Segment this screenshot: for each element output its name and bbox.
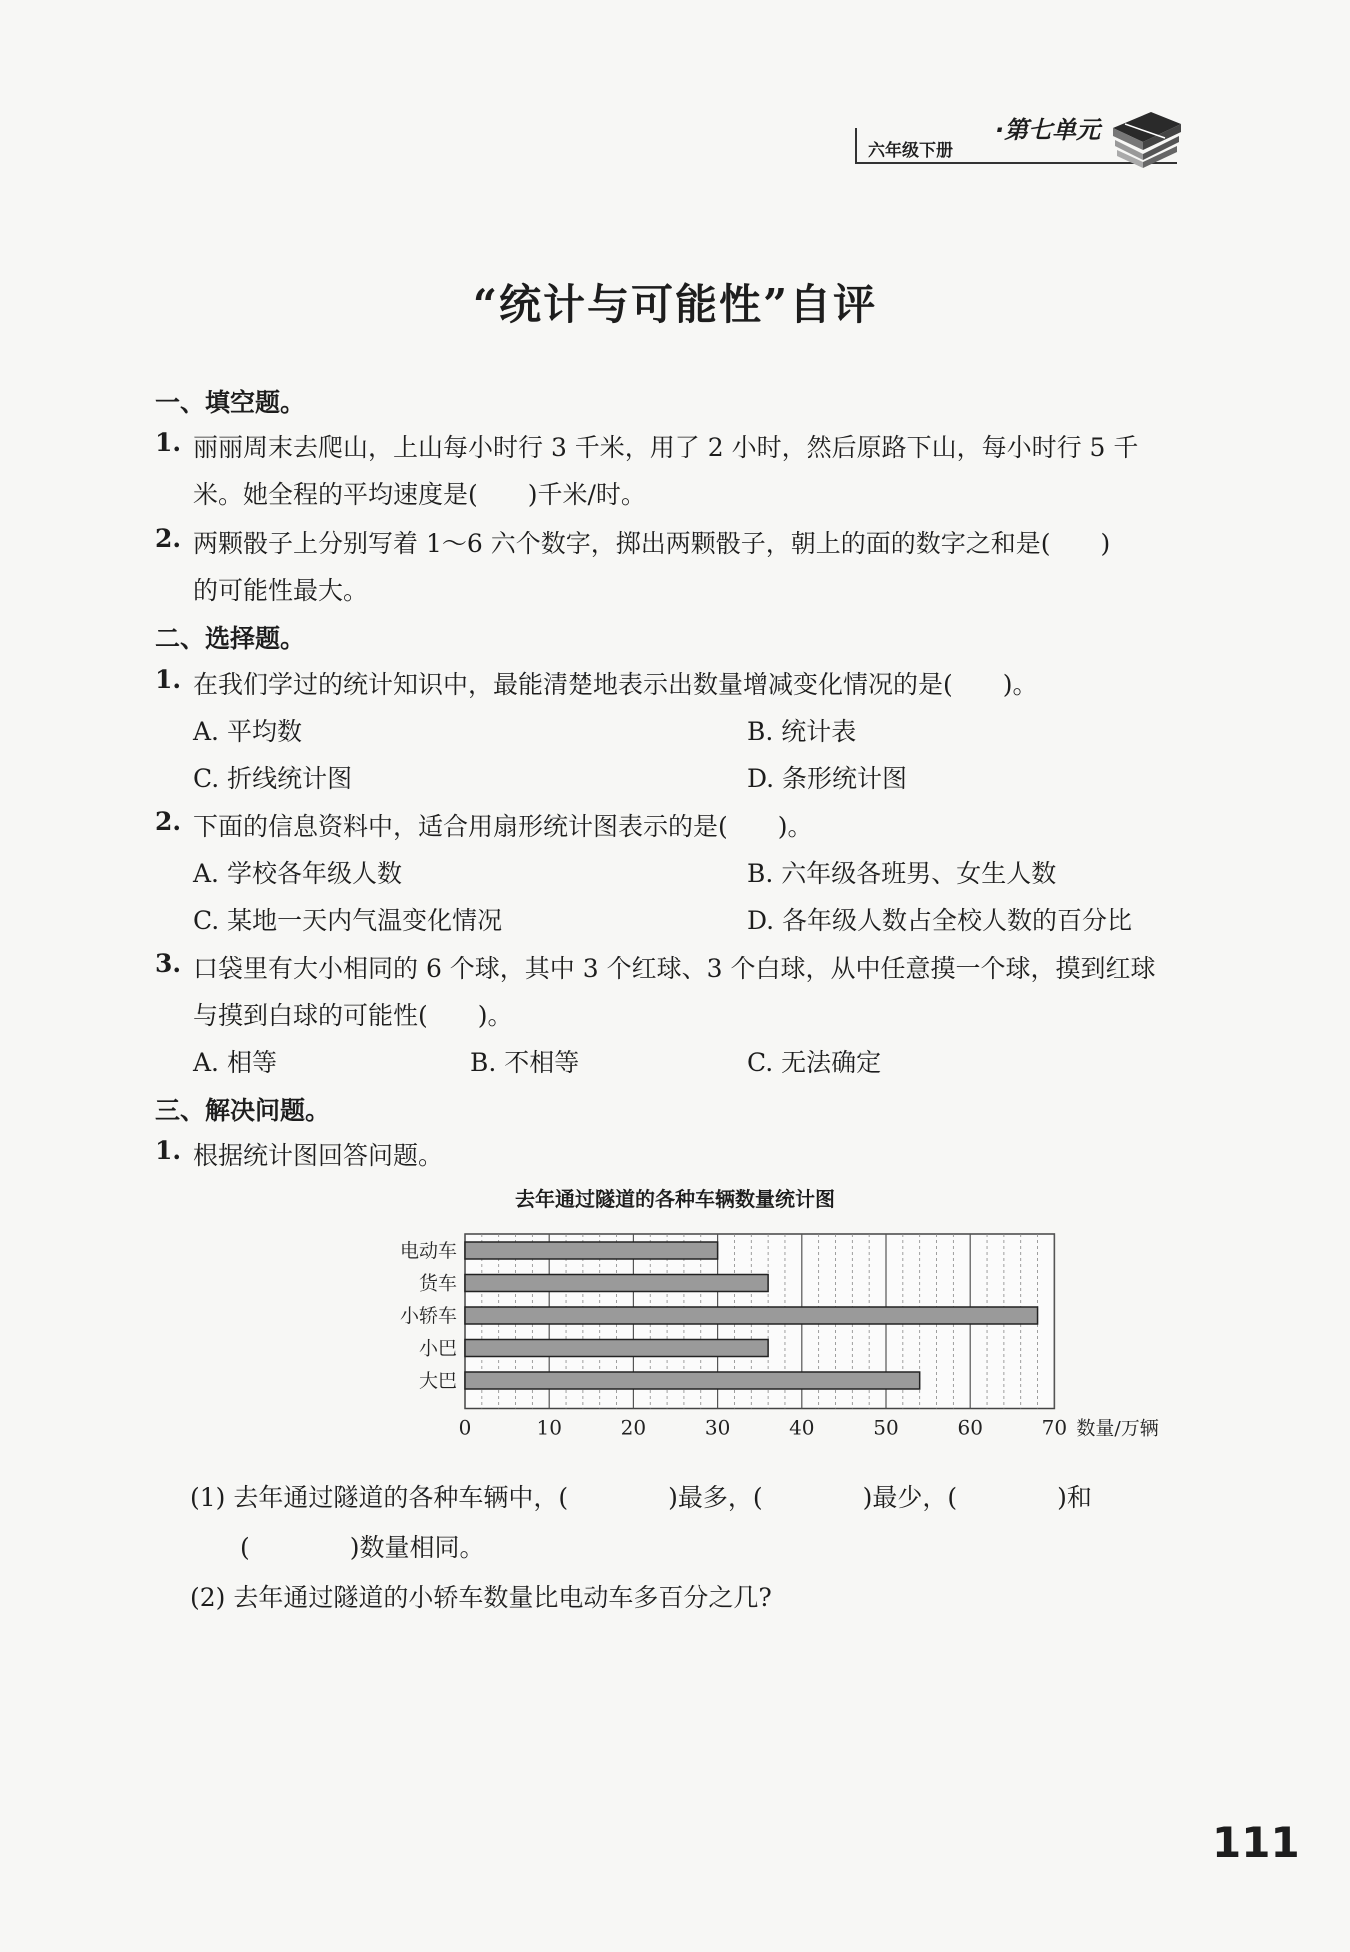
chart-category-label: 电动车 [399, 1240, 457, 1262]
fill-q2-number: 2. [155, 524, 182, 553]
solve-q1-text: 根据统计图回答问题。 [193, 1141, 444, 1170]
choice-q3-number: 3. [155, 949, 182, 978]
fill-q1-line2: 米。她全程的平均速度是( )千米/时。 [193, 480, 646, 509]
section-choice-title: 二、选择题。 [155, 624, 306, 653]
chart-title: 去年通过隧道的各种车辆数量统计图 [515, 1187, 835, 1211]
chart-bar [465, 1307, 1038, 1324]
fill-q2-line1: 两颗骰子上分别写着 1～6 六个数字，掷出两颗骰子，朝上的面的数字之和是( ) [193, 529, 1111, 558]
books-icon [1105, 98, 1185, 170]
choice-q2-option-b: B. 六年级各班男、女生人数 [747, 859, 1057, 888]
solve-sub1-line1: (1) 去年通过隧道的各种车辆中，( )最多，( )最少，( )和 [190, 1483, 1092, 1512]
page-title: “统计与可能性”自评 [472, 280, 878, 329]
chart-tick-label: 60 [957, 1415, 983, 1440]
choice-q3-option-c: C. 无法确定 [747, 1048, 882, 1077]
chart-bar [465, 1372, 920, 1389]
fill-q1-number: 1. [155, 428, 182, 457]
choice-q3-line1: 口袋里有大小相同的 6 个球，其中 3 个红球、3 个白球，从中任意摸一个球，摸到红球 [193, 954, 1156, 983]
chart-bar [465, 1242, 718, 1259]
section-fill-title: 一、填空题。 [155, 388, 306, 417]
bar-chart [0, 1220, 1350, 1480]
choice-q3-option-a: A. 相等 [193, 1048, 277, 1077]
chart-tick-label: 30 [704, 1415, 731, 1440]
choice-q2-option-c: C. 某地一天内气温变化情况 [193, 906, 503, 935]
chart-bar [465, 1340, 768, 1357]
choice-q3-line2: 与摸到白球的可能性( )。 [193, 1001, 513, 1030]
chart-category-label: 货车 [418, 1272, 457, 1295]
choice-q1-option-a: A. 平均数 [193, 717, 302, 746]
solve-sub1-line2: ( )数量相同。 [240, 1533, 485, 1562]
choice-q3-option-b: B. 不相等 [470, 1048, 580, 1077]
chart-category-label: 小轿车 [399, 1305, 457, 1327]
choice-q2-text: 下面的信息资料中，适合用扇形统计图表示的是( )。 [193, 812, 813, 841]
chart-x-axis-label: 数量/万辆 [1076, 1417, 1159, 1440]
choice-q2-number: 2. [155, 807, 182, 836]
solve-sub2: (2) 去年通过隧道的小轿车数量比电动车多百分之几? [190, 1583, 772, 1612]
unit-label: ·第七单元 [995, 116, 1101, 144]
chart-category-label: 大巴 [418, 1370, 457, 1392]
section-solve-title: 三、解决问题。 [155, 1096, 331, 1125]
chart-tick-label: 70 [1041, 1415, 1068, 1440]
chart-bar [465, 1275, 768, 1292]
solve-q1-number: 1. [155, 1136, 182, 1165]
chart-tick-label: 40 [789, 1415, 815, 1440]
choice-q1-option-d: D. 条形统计图 [747, 764, 908, 793]
chart-tick-label: 50 [873, 1415, 899, 1440]
chart-tick-label: 0 [458, 1415, 472, 1440]
choice-q1-option-b: B. 统计表 [747, 717, 857, 746]
fill-q1-line1: 丽丽周末去爬山，上山每小时行 3 千米，用了 2 小时，然后原路下山，每小时行 5 千 [193, 433, 1139, 462]
choice-q1-number: 1. [155, 665, 182, 694]
choice-q2-option-d: D. 各年级人数占全校人数的百分比 [747, 906, 1133, 935]
chart-tick-label: 10 [536, 1415, 562, 1440]
choice-q2-option-a: A. 学校各年级人数 [193, 859, 402, 888]
page-number: 111 [1212, 1818, 1300, 1867]
choice-q1-text: 在我们学过的统计知识中，最能清楚地表示出数量增减变化情况的是( )。 [193, 670, 1038, 699]
chart-category-label: 小巴 [418, 1337, 457, 1360]
fill-q2-line2: 的可能性最大。 [193, 576, 369, 605]
grade-label: 六年级下册 [868, 141, 953, 161]
choice-q1-option-c: C. 折线统计图 [193, 764, 353, 793]
chart-tick-label: 20 [620, 1415, 647, 1440]
